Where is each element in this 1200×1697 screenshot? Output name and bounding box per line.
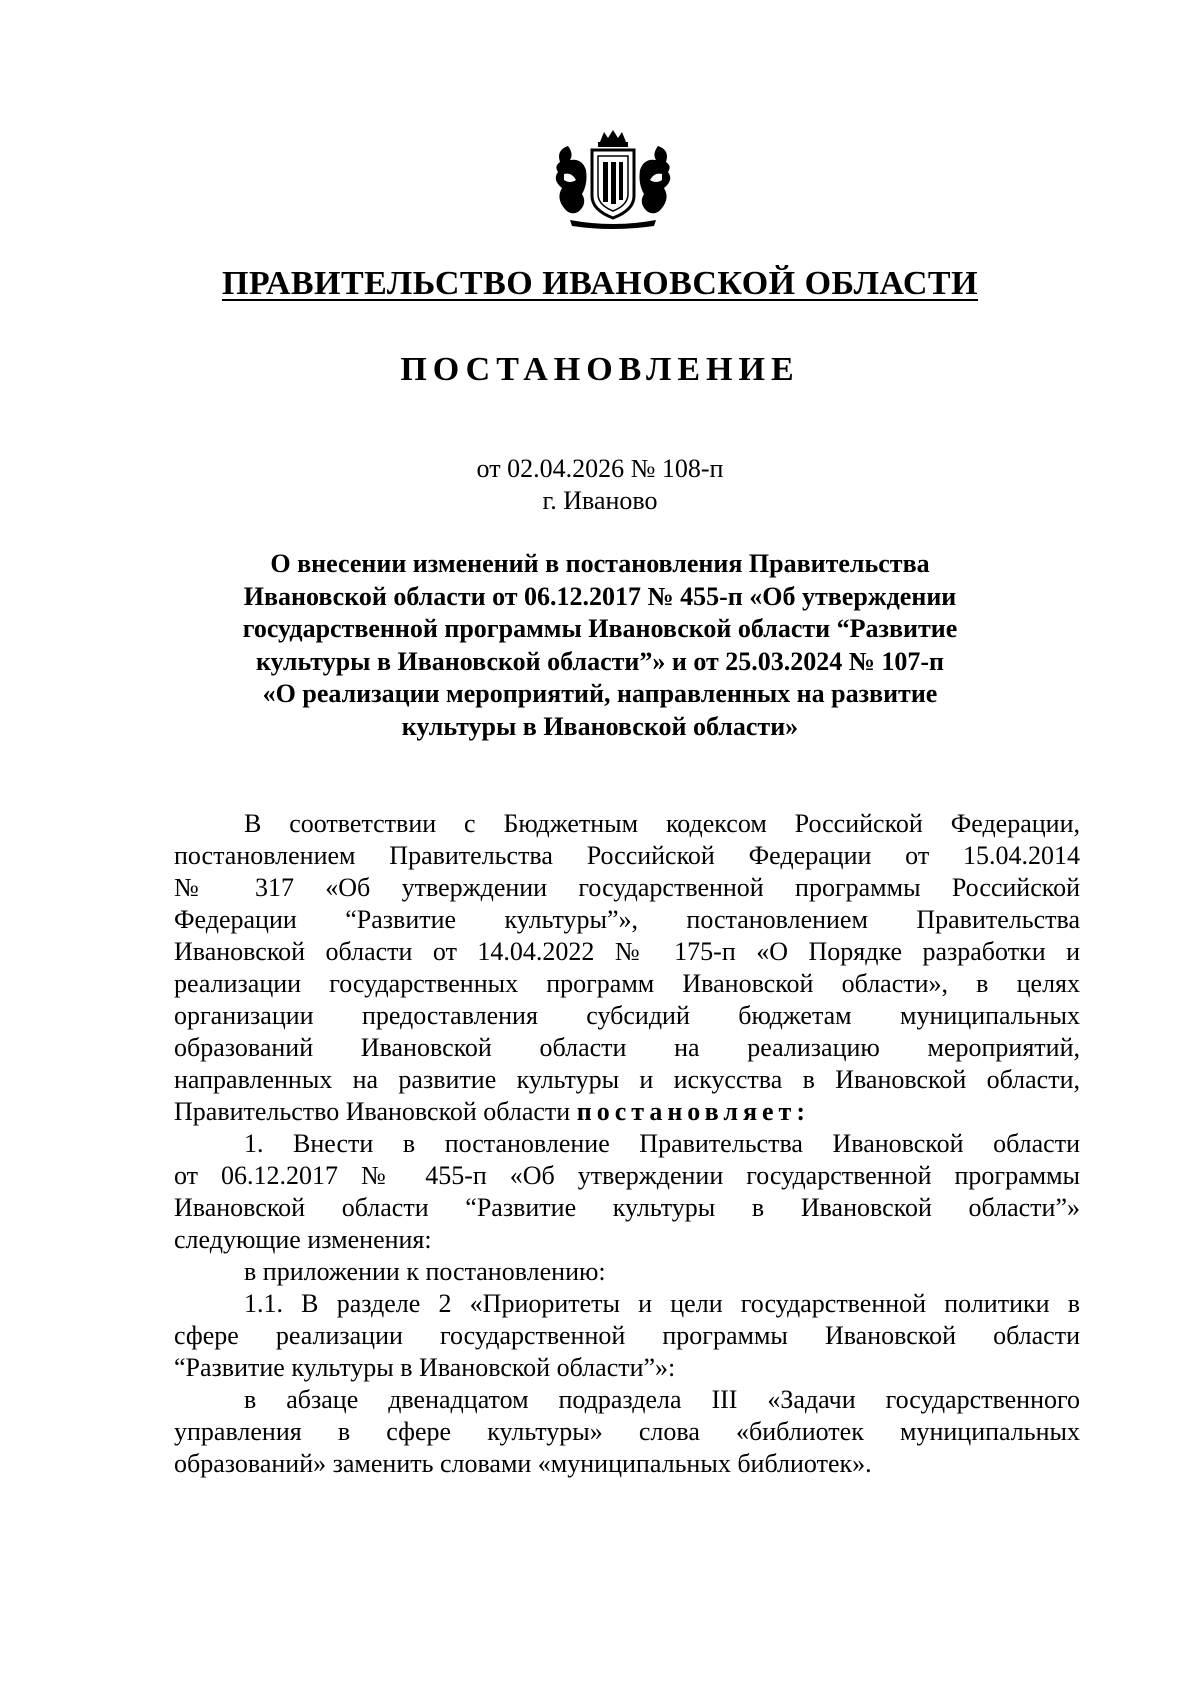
body-line: направленных на развитие культуры и искусства в Ивановской области, bbox=[174, 1065, 1080, 1094]
body-line: В соответствии с Бюджетным кодексом Российской Федерации, bbox=[244, 809, 1080, 838]
document-date-number: от 02.04.2026 № 108-п bbox=[476, 454, 724, 483]
subject-line: культуры в Ивановской области”» и от 25.03.2024 № 107-п bbox=[255, 646, 945, 676]
document-city: г. Иваново bbox=[542, 486, 658, 515]
subject-line: государственной программы Ивановской области “Развитие bbox=[242, 614, 958, 643]
document-type-heading: ПОСТАНОВЛЕНИЕ bbox=[400, 351, 800, 388]
body-line: организации предоставления субсидий бюджетам муниципальных bbox=[174, 1001, 1080, 1030]
body-line: образований Ивановской области на реализацию мероприятий, bbox=[174, 1033, 1080, 1062]
organization-title: ПРАВИТЕЛЬСТВО ИВАНОВСКОЙ ОБЛАСТИ bbox=[221, 265, 979, 302]
document-subject bbox=[200, 548, 1000, 743]
body-line: 1.1. В разделе 2 «Приоритеты и цели государственной политики в bbox=[244, 1289, 1080, 1318]
body-line: Ивановской области от 14.04.2022 № 175-п «О Порядке разработки и bbox=[174, 937, 1080, 966]
body-line: сфере реализации государственной программы Ивановской области bbox=[174, 1321, 1080, 1350]
subject-line: О внесении изменений в постановления Правительства bbox=[270, 549, 930, 578]
subject-line: культуры в Ивановской области» bbox=[401, 711, 799, 741]
body-line: в абзаце двенадцатом подраздела III «Задачи государственного bbox=[244, 1385, 1080, 1414]
body-line: в приложении к постановлению: bbox=[244, 1257, 606, 1286]
decree-keyword: постановляет: bbox=[576, 1097, 810, 1126]
body-line: от 06.12.2017 № 455-п «Об утверждении государственной программы bbox=[174, 1161, 1080, 1190]
body-line bbox=[174, 1096, 1080, 1128]
body-line: образований» заменить словами «муниципальных библиотек». bbox=[174, 1449, 872, 1478]
body-line: реализации государственных программ Ивановской области», в целях bbox=[174, 969, 1080, 998]
body-line: постановлением Правительства Российской Федерации от 15.04.2014 bbox=[174, 841, 1080, 870]
body-line: “Развитие культуры в Ивановской области”»: bbox=[174, 1353, 676, 1382]
body-line: № 317 «Об утверждении государственной программы Российской bbox=[174, 873, 1080, 902]
coat-of-arms-icon bbox=[548, 128, 678, 230]
body-line: 1. Внести в постановление Правительства Ивановской области bbox=[244, 1129, 1080, 1158]
document-body bbox=[174, 808, 1080, 1480]
subject-line: «О реализации мероприятий, направленных на развитие bbox=[262, 679, 938, 708]
body-line: управления в сфере культуры» слова «библиотек муниципальных bbox=[174, 1417, 1080, 1446]
body-text: Правительство Ивановской области bbox=[174, 1097, 577, 1126]
body-line: Ивановской области “Развитие культуры в Ивановской области”» bbox=[174, 1193, 1080, 1222]
subject-line: Ивановской области от 06.12.2017 № 455-п «Об утверждении bbox=[243, 581, 957, 611]
body-line: Федерации “Развитие культуры”», постановлением Правительства bbox=[174, 905, 1080, 934]
body-line: следующие изменения: bbox=[174, 1225, 432, 1254]
